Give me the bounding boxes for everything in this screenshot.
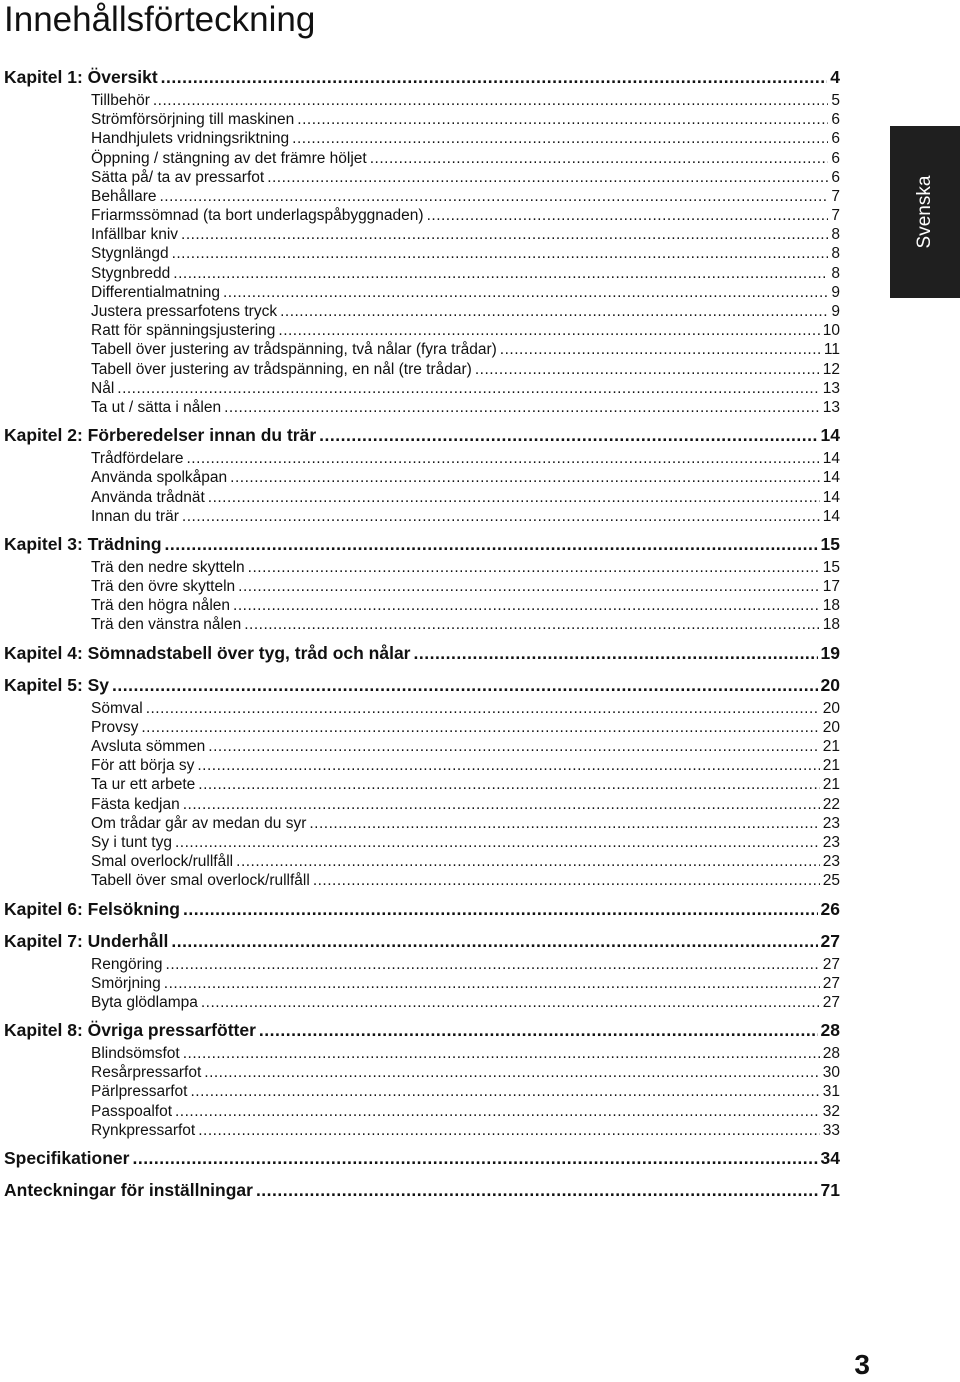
dot-leader	[427, 206, 829, 225]
dot-leader	[172, 245, 829, 264]
toc-entry-page: 31	[822, 1083, 840, 1101]
toc-entry-page: 14	[822, 469, 840, 487]
toc-chapter-page: 19	[820, 642, 840, 663]
toc-entry[interactable]	[4, 449, 840, 468]
toc-entry-label: Öppning / stängning av det främre höljet	[91, 149, 367, 167]
toc-entry[interactable]	[4, 1102, 840, 1121]
dot-leader	[278, 321, 819, 340]
toc-chapter[interactable]	[4, 928, 840, 955]
toc-entry-label: Sätta på/ ta av pressarfot	[91, 168, 265, 186]
toc-entry-page: 23	[822, 853, 840, 871]
toc-entry-label: Stygnlängd	[91, 245, 169, 263]
toc-entry[interactable]	[4, 110, 840, 129]
toc-entry-page: 27	[822, 955, 840, 973]
dot-leader	[117, 379, 819, 398]
dot-leader	[236, 852, 820, 871]
toc-entry-page: 8	[831, 264, 840, 282]
toc-entry-label: Tillbehör	[91, 91, 150, 109]
toc-entry-label: Rengöring	[91, 955, 163, 973]
dot-leader	[112, 672, 817, 699]
toc-entry-page: 7	[831, 187, 840, 205]
toc-chapter-label: Kapitel 5: Sy	[4, 674, 110, 695]
toc-entry-page: 17	[822, 578, 840, 596]
toc-entry[interactable]	[4, 955, 840, 974]
dot-leader	[198, 775, 819, 794]
toc-entry[interactable]	[4, 168, 840, 187]
toc-entry[interactable]	[4, 488, 840, 507]
toc-entry-label: Trä den högra nålen	[91, 597, 231, 615]
toc-entry[interactable]	[4, 283, 840, 302]
language-tab-label: Svenska	[914, 175, 935, 249]
dot-leader	[171, 928, 817, 955]
dot-leader	[183, 795, 820, 814]
toc-entry-label: Byta glödlampa	[91, 993, 198, 1011]
toc-entry-label: Nål	[91, 379, 115, 397]
toc-entry-label: Om trådar går av medan du syr	[91, 814, 307, 832]
toc-entry-page: 32	[822, 1102, 840, 1120]
toc-chapter-page: 20	[820, 674, 840, 695]
toc-entry-page: 7	[831, 207, 840, 225]
toc-chapter-label: Kapitel 1: Översikt	[4, 67, 158, 87]
toc-entry[interactable]	[4, 616, 840, 635]
toc-entry-label: Behållare	[91, 187, 157, 205]
toc-entry-page: 18	[822, 616, 840, 634]
toc-entry-page: 27	[822, 993, 840, 1011]
toc-entry-label: Provsy	[91, 718, 139, 736]
dot-leader	[165, 531, 818, 558]
dot-leader	[190, 1083, 819, 1102]
toc-entry-label: Trä den nedre skytteln	[91, 558, 245, 576]
toc-entry[interactable]	[4, 187, 840, 206]
dot-leader	[175, 1102, 820, 1121]
toc-entry-label: Smal overlock/rullfåll	[91, 853, 234, 871]
toc-entry[interactable]	[4, 737, 840, 756]
toc-entry[interactable]	[4, 775, 840, 794]
dot-leader	[186, 449, 819, 468]
toc-entry[interactable]	[4, 756, 840, 775]
toc-entry-label: Justera pressarfotens tryck	[91, 303, 278, 321]
toc-entry-label: Strömförsörjning till maskinen	[91, 111, 295, 129]
toc-chapter[interactable]	[4, 672, 840, 699]
dot-leader	[208, 488, 820, 507]
dot-leader	[173, 264, 828, 283]
toc-entry-label: Resårpressarfot	[91, 1064, 202, 1082]
toc-entry-label: Trä den vänstra nålen	[91, 616, 242, 634]
toc-entry-label: Trä den övre skytteln	[91, 578, 236, 596]
toc-entry-label: Ta ur ett arbete	[91, 776, 196, 794]
toc-entry[interactable]	[4, 1083, 840, 1102]
toc-entry[interactable]	[4, 1121, 840, 1140]
toc-entry-label: Pärlpressarfot	[91, 1083, 188, 1101]
dot-leader	[233, 596, 820, 615]
dot-leader	[238, 577, 820, 596]
dot-leader	[475, 360, 820, 379]
toc-entry[interactable]	[4, 129, 840, 148]
toc-entry-label: Tabell över smal overlock/rullfåll	[91, 872, 310, 890]
toc-entry[interactable]	[4, 1044, 840, 1063]
dot-leader	[182, 507, 820, 526]
dot-leader	[500, 340, 821, 359]
dot-leader	[183, 896, 818, 923]
toc-entry-page: 25	[822, 872, 840, 890]
toc-entry-page: 14	[822, 507, 840, 525]
dot-leader	[309, 814, 819, 833]
toc-entry-page: 33	[822, 1121, 840, 1139]
toc-entry-page: 23	[822, 814, 840, 832]
toc-entry-page: 14	[822, 488, 840, 506]
toc-entry-label: Fästa kedjan	[91, 795, 180, 813]
toc-entry-page: 13	[822, 379, 840, 397]
toc-entry[interactable]	[4, 1063, 840, 1082]
toc-entry-label: Avsluta sömmen	[91, 738, 206, 756]
toc-entry[interactable]	[4, 852, 840, 871]
toc-entry[interactable]	[4, 360, 840, 379]
dot-leader	[280, 302, 828, 321]
toc-entry-page: 5	[831, 91, 840, 109]
dot-leader	[183, 1044, 820, 1063]
toc-chapter[interactable]	[4, 896, 840, 923]
toc-entry-page: 21	[822, 738, 840, 756]
dot-leader	[141, 718, 819, 737]
toc-entry[interactable]	[4, 699, 840, 718]
toc-entry-label: Handhjulets vridningsriktning	[91, 130, 290, 148]
toc-chapter[interactable]	[4, 1145, 840, 1172]
toc-entry-label: Smörjning	[91, 974, 161, 992]
toc-entry-page: 15	[822, 558, 840, 576]
dot-leader	[161, 64, 828, 91]
toc-entry-page: 6	[831, 130, 840, 148]
toc-entry-label: Använda spolkåpan	[91, 469, 228, 487]
dot-leader	[256, 1177, 818, 1204]
toc-entry[interactable]	[4, 596, 840, 615]
toc-entry[interactable]	[4, 993, 840, 1012]
dot-leader	[267, 168, 828, 187]
dot-leader	[414, 640, 818, 667]
toc-entry-page: 14	[822, 450, 840, 468]
toc-entry[interactable]	[4, 379, 840, 398]
toc-entry-label: Innan du trär	[91, 507, 179, 525]
toc-entry[interactable]	[4, 507, 840, 526]
toc-entry-label: Ratt för spänningsjustering	[91, 322, 276, 340]
toc-entry-page: 11	[823, 341, 840, 359]
page-number: 3	[854, 1349, 870, 1380]
toc-entry-label: Differentialmatning	[91, 283, 220, 301]
toc-chapter-label: Kapitel 3: Trädning	[4, 533, 162, 554]
toc-entry-label: Sy i tunt tyg	[91, 833, 172, 851]
toc-chapter-page: 26	[820, 898, 840, 919]
toc-entry-label: Rynkpressarfot	[91, 1121, 196, 1139]
dot-leader	[319, 422, 817, 449]
dot-leader	[248, 558, 820, 577]
toc-chapter-label: Anteckningar för inställningar	[4, 1180, 253, 1201]
toc-entry[interactable]	[4, 558, 840, 577]
toc-chapter[interactable]	[4, 1177, 840, 1204]
toc-entry[interactable]	[4, 149, 840, 168]
dot-leader	[208, 737, 819, 756]
toc-entry-label: Sömval	[91, 699, 143, 717]
toc-entry-page: 10	[822, 322, 840, 340]
toc-chapter-page: 14	[820, 425, 840, 446]
toc-entry-page: 8	[831, 245, 840, 263]
toc-entry[interactable]	[4, 577, 840, 596]
toc-chapter[interactable]	[4, 531, 840, 558]
toc-chapter-page: 27	[820, 930, 840, 951]
dot-leader	[204, 1063, 819, 1082]
toc-entry[interactable]	[4, 468, 840, 487]
toc-chapter-label: Kapitel 4: Sömnadstabell över tyg, tråd och nålar	[4, 642, 411, 663]
toc-entry[interactable]	[4, 795, 840, 814]
toc-entry[interactable]	[4, 206, 840, 225]
toc-entry-page: 23	[822, 833, 840, 851]
language-tab	[890, 126, 960, 298]
dot-leader	[297, 110, 828, 129]
toc-chapter[interactable]	[4, 640, 840, 667]
toc-chapter[interactable]	[4, 1017, 840, 1044]
toc-entry[interactable]	[4, 91, 840, 110]
toc-entry-page: 6	[831, 111, 840, 129]
dot-leader	[292, 129, 828, 148]
toc-entry-label: Blindsömsfot	[91, 1045, 180, 1063]
dot-leader	[197, 756, 819, 775]
toc-entry[interactable]	[4, 245, 840, 264]
toc-entry-page: 6	[831, 149, 840, 167]
toc-entry-label: Stygnbredd	[91, 264, 171, 282]
toc-chapter[interactable]	[4, 422, 840, 449]
dot-leader	[175, 833, 820, 852]
toc-chapter-label: Kapitel 7: Underhåll	[4, 930, 169, 951]
toc-entry-page: 12	[822, 360, 840, 378]
toc-chapter-page: 34	[820, 1148, 840, 1169]
toc-entry-page: 8	[831, 226, 840, 244]
toc-entry[interactable]	[4, 302, 840, 321]
toc-entry-label: Tabell över justering av trådspänning, en nål (tre trådar)	[91, 360, 472, 378]
dot-leader	[370, 149, 829, 168]
page-title: Innehållsförteckning	[4, 0, 316, 39]
dot-leader	[244, 616, 820, 635]
toc-entry-label: Friarmssömnad (ta bort underlagspåbyggnaden)	[91, 207, 424, 225]
dot-leader	[224, 398, 820, 417]
toc-entry-label: Använda trådnät	[91, 488, 205, 506]
toc-chapter-label: Kapitel 6: Felsökning	[4, 898, 180, 919]
dot-leader	[230, 468, 820, 487]
toc-entry[interactable]	[4, 340, 840, 359]
toc-entry-label: Passpoalfot	[91, 1102, 172, 1120]
toc-chapter-label: Specifikationer	[4, 1148, 130, 1169]
toc-chapter-page: 4	[830, 67, 840, 87]
toc-entry-page: 20	[822, 699, 840, 717]
toc-entry-label: Tabell över justering av trådspänning, två nålar (fyra trådar)	[91, 341, 497, 359]
dot-leader	[166, 955, 820, 974]
toc-entry[interactable]	[4, 718, 840, 737]
toc-entry-page: 21	[822, 757, 840, 775]
toc-entry-page: 21	[822, 776, 840, 794]
toc-entry-page: 6	[831, 168, 840, 186]
toc-entry-label: Infällbar kniv	[91, 226, 179, 244]
dot-leader	[160, 187, 829, 206]
dot-leader	[223, 283, 828, 302]
dot-leader	[201, 993, 820, 1012]
toc-chapter-page: 15	[820, 533, 840, 554]
dot-leader	[313, 871, 820, 890]
toc-entry-label: För att börja sy	[91, 757, 195, 775]
toc-entry-page: 20	[822, 718, 840, 736]
toc-chapter-page: 71	[820, 1180, 840, 1201]
dot-leader	[259, 1017, 818, 1044]
toc-entry-label: Trådfördelare	[91, 450, 184, 468]
toc-entry-page: 30	[822, 1064, 840, 1082]
toc-chapter-label: Kapitel 8: Övriga pressarfötter	[4, 1020, 256, 1041]
dot-leader	[198, 1121, 820, 1140]
toc-entry-page: 28	[822, 1045, 840, 1063]
dot-leader	[181, 225, 828, 244]
toc-chapter-page: 28	[820, 1020, 840, 1041]
toc-entry-page: 22	[822, 795, 840, 813]
toc-entry[interactable]	[4, 225, 840, 244]
toc-entry-page: 18	[822, 597, 840, 615]
toc-entry-page: 9	[831, 303, 840, 321]
toc-entry[interactable]	[4, 321, 840, 340]
toc-entry-page: 13	[822, 398, 840, 416]
toc-entry-page: 9	[831, 283, 840, 301]
toc-entry[interactable]	[4, 264, 840, 283]
table-of-contents	[4, 64, 840, 1204]
dot-leader	[153, 91, 829, 110]
dot-leader	[132, 1145, 817, 1172]
toc-entry[interactable]	[4, 398, 840, 417]
toc-chapter[interactable]	[4, 64, 840, 91]
toc-chapter-label: Kapitel 2: Förberedelser innan du trär	[4, 425, 317, 446]
dot-leader	[146, 699, 820, 718]
toc-entry[interactable]	[4, 871, 840, 890]
toc-entry-label: Ta ut / sätta i nålen	[91, 398, 222, 416]
toc-entry[interactable]	[4, 833, 840, 852]
toc-entry[interactable]	[4, 974, 840, 993]
toc-entry-page: 27	[822, 974, 840, 992]
toc-entry[interactable]	[4, 814, 840, 833]
dot-leader	[164, 974, 820, 993]
